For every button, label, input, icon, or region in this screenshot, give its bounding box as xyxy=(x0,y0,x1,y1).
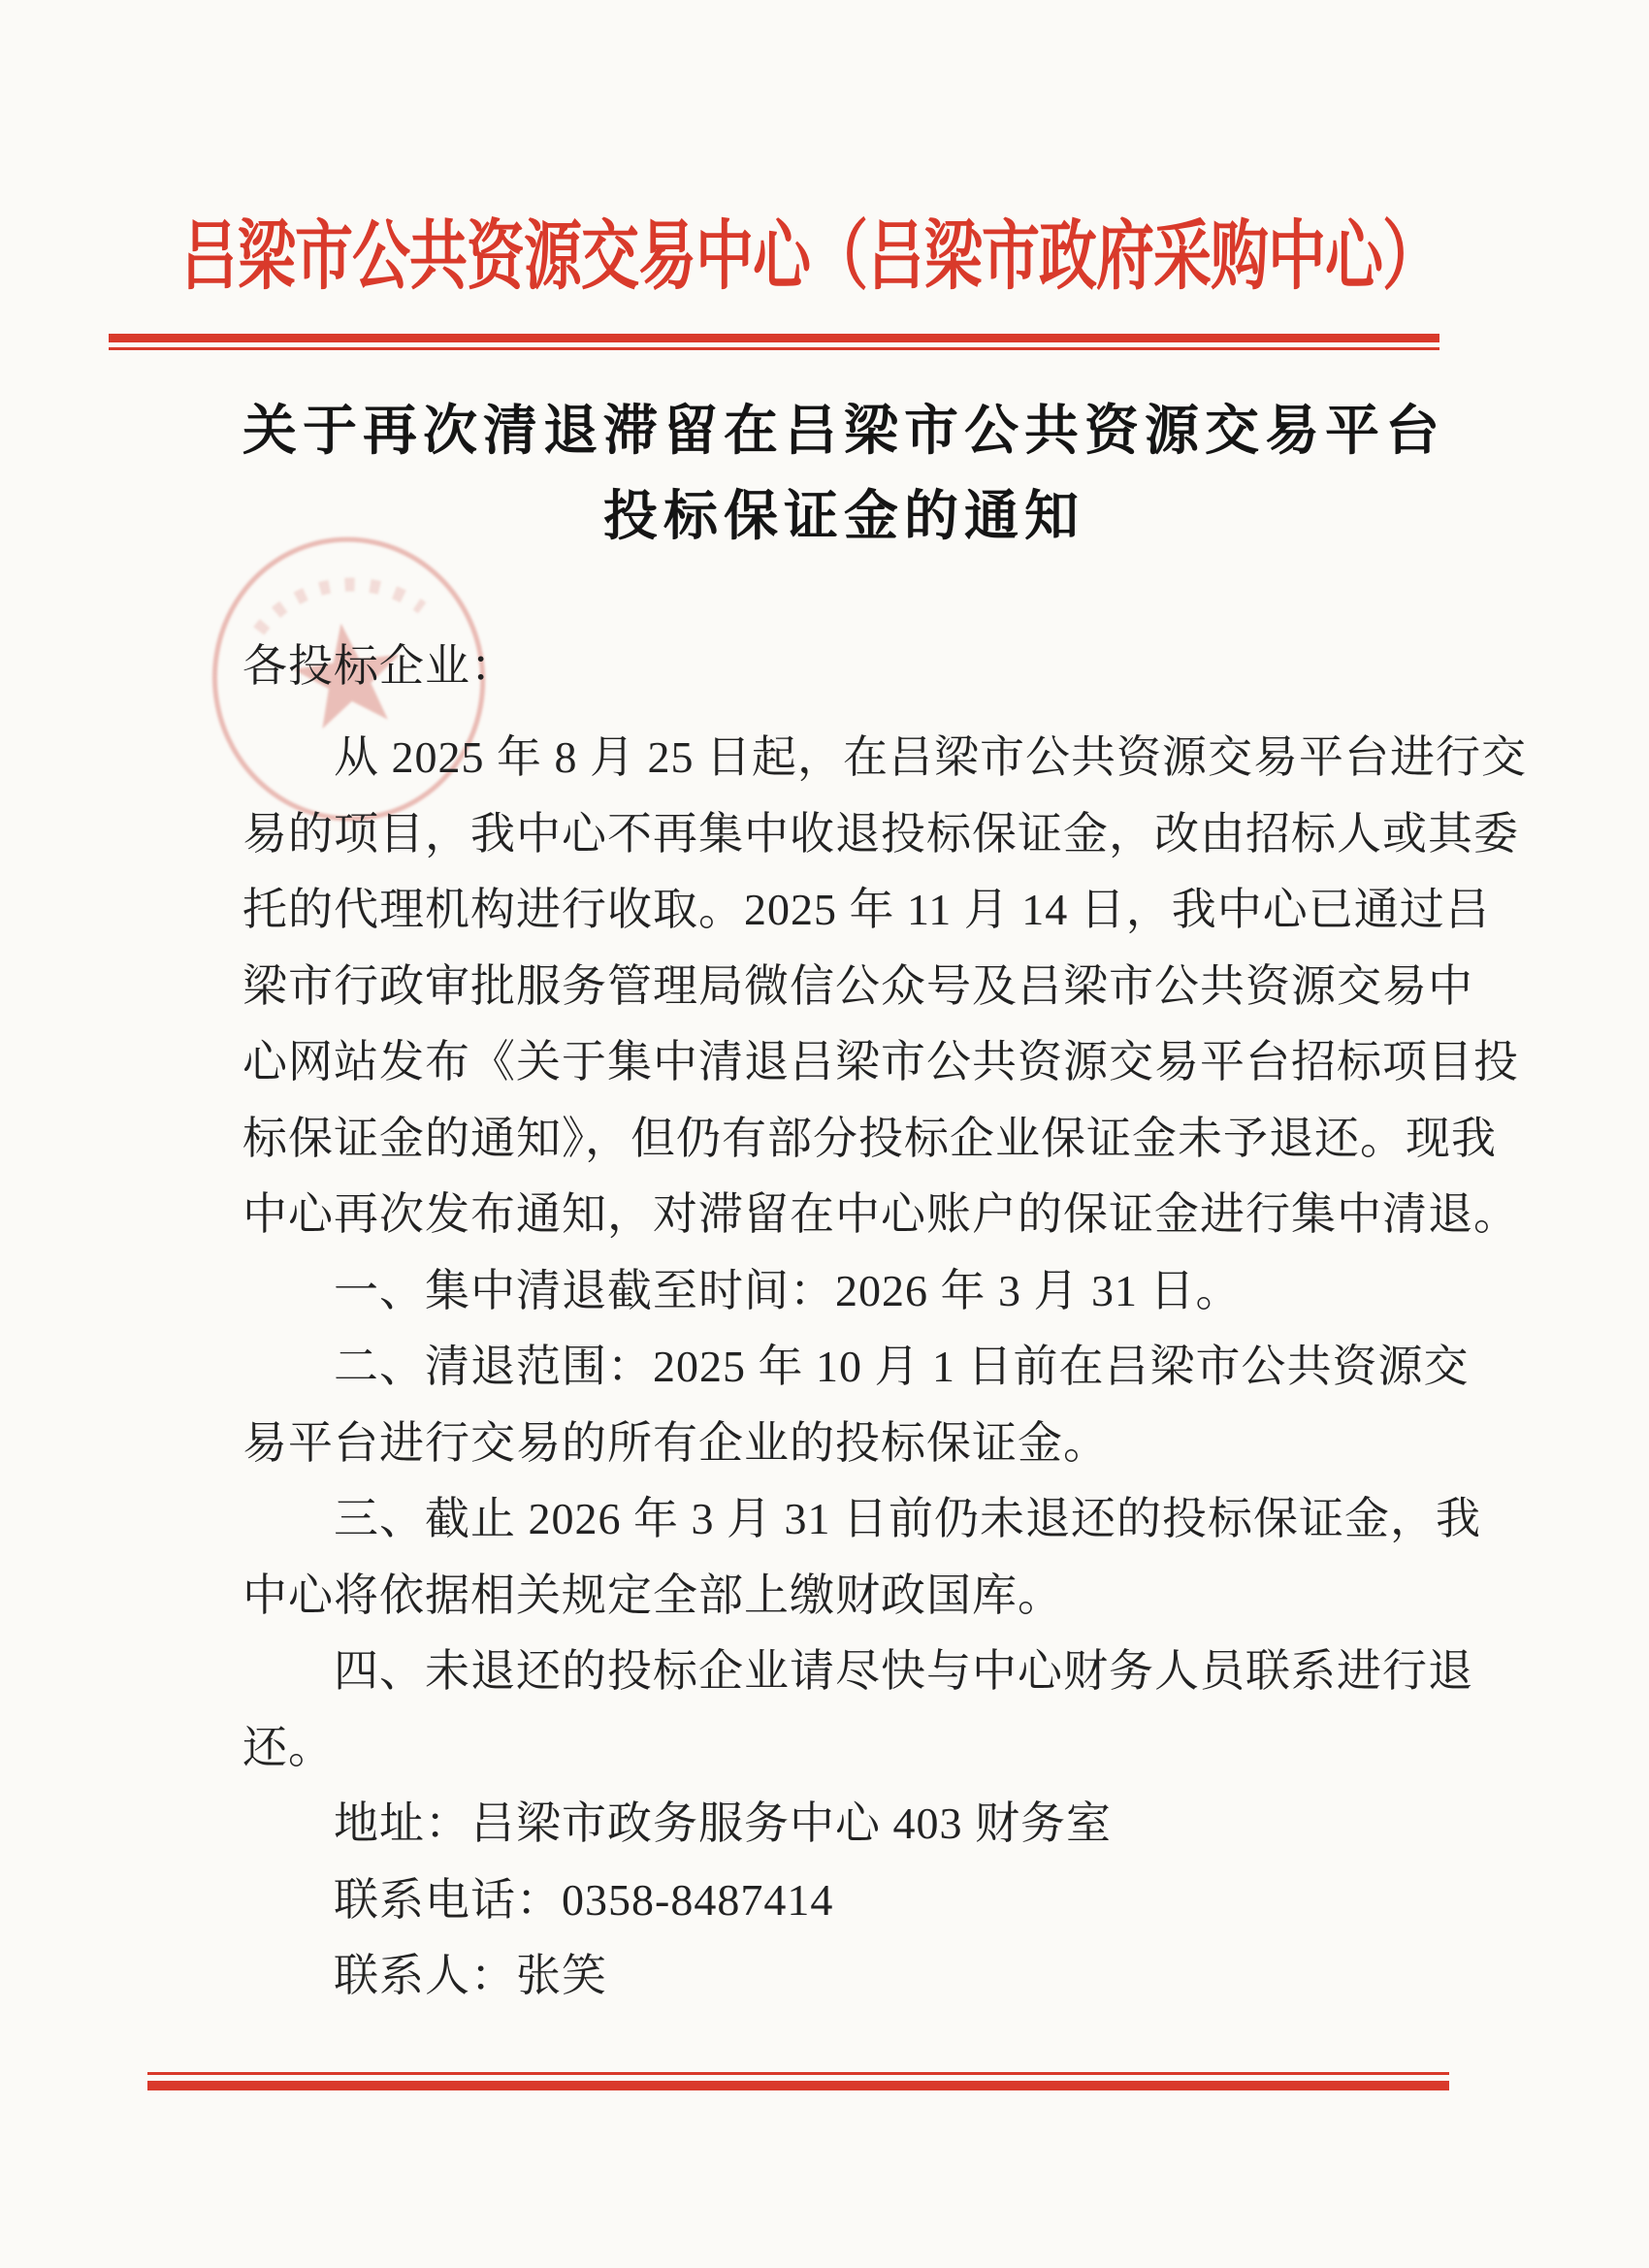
body-line: 易的项目，我中心不再集中收退投标保证金，改由招标人或其委 xyxy=(242,808,1519,859)
salutation: 各投标企业： xyxy=(242,641,516,691)
contact-address-line: 地址：吕梁市政务服务中心 403 财务室 xyxy=(334,1798,1112,1848)
body-line: 中心再次发布通知，对滞留在中心账户的保证金进行集中清退。 xyxy=(242,1189,1519,1239)
letterhead-divider-thin xyxy=(109,347,1439,350)
body-line: 中心将依据相关规定全部上缴财政国库。 xyxy=(242,1570,1063,1620)
body-line: 易平台进行交易的所有企业的投标保证金。 xyxy=(242,1417,1109,1468)
body-line: 从 2025 年 8 月 25 日起，在吕梁市公共资源交易平台进行交 xyxy=(334,732,1527,782)
contact-person-line: 联系人：张笑 xyxy=(334,1951,607,2000)
body-line: 标保证金的通知》，但仍有部分投标企业保证金未予退还。现我 xyxy=(242,1113,1497,1163)
body-line: 托的代理机构进行收取。2025 年 11 月 14 日，我中心已通过吕 xyxy=(242,885,1491,934)
body-line-item-1: 一、集中清退截至时间：2026 年 3 月 31 日。 xyxy=(334,1265,1242,1315)
body-line-item-2: 二、清退范围：2025 年 10 月 1 日前在吕梁市公共资源交 xyxy=(334,1342,1470,1391)
contact-phone-line: 联系电话：0358-8487414 xyxy=(334,1874,834,1925)
body-line: 还。 xyxy=(242,1722,334,1772)
body-line-item-4: 四、未退还的投标企业请尽快与中心财务人员联系进行退 xyxy=(334,1646,1473,1696)
notice-title-line1: 关于再次清退滞留在吕梁市公共资源交易平台 xyxy=(242,400,1445,461)
notice-body xyxy=(242,720,1527,2015)
body-line: 梁市行政审批服务管理局微信公众号及吕梁市公共资源交易中 xyxy=(242,960,1473,1011)
body-line: 心网站发布《关于集中清退吕梁市公共资源交易平台招标项目投 xyxy=(242,1037,1519,1086)
footer-divider-thin xyxy=(147,2072,1449,2075)
footer-divider-thick xyxy=(147,2081,1449,2090)
letterhead-divider-thick xyxy=(109,334,1439,342)
notice-title-line2: 投标保证金的通知 xyxy=(603,485,1084,546)
letterhead-title: 吕梁市公共资源交易中心（吕梁市政府采购中心） xyxy=(180,214,1439,299)
body-line-item-3: 三、截止 2026 年 3 月 31 日前仍未退还的投标保证金，我 xyxy=(334,1494,1481,1543)
